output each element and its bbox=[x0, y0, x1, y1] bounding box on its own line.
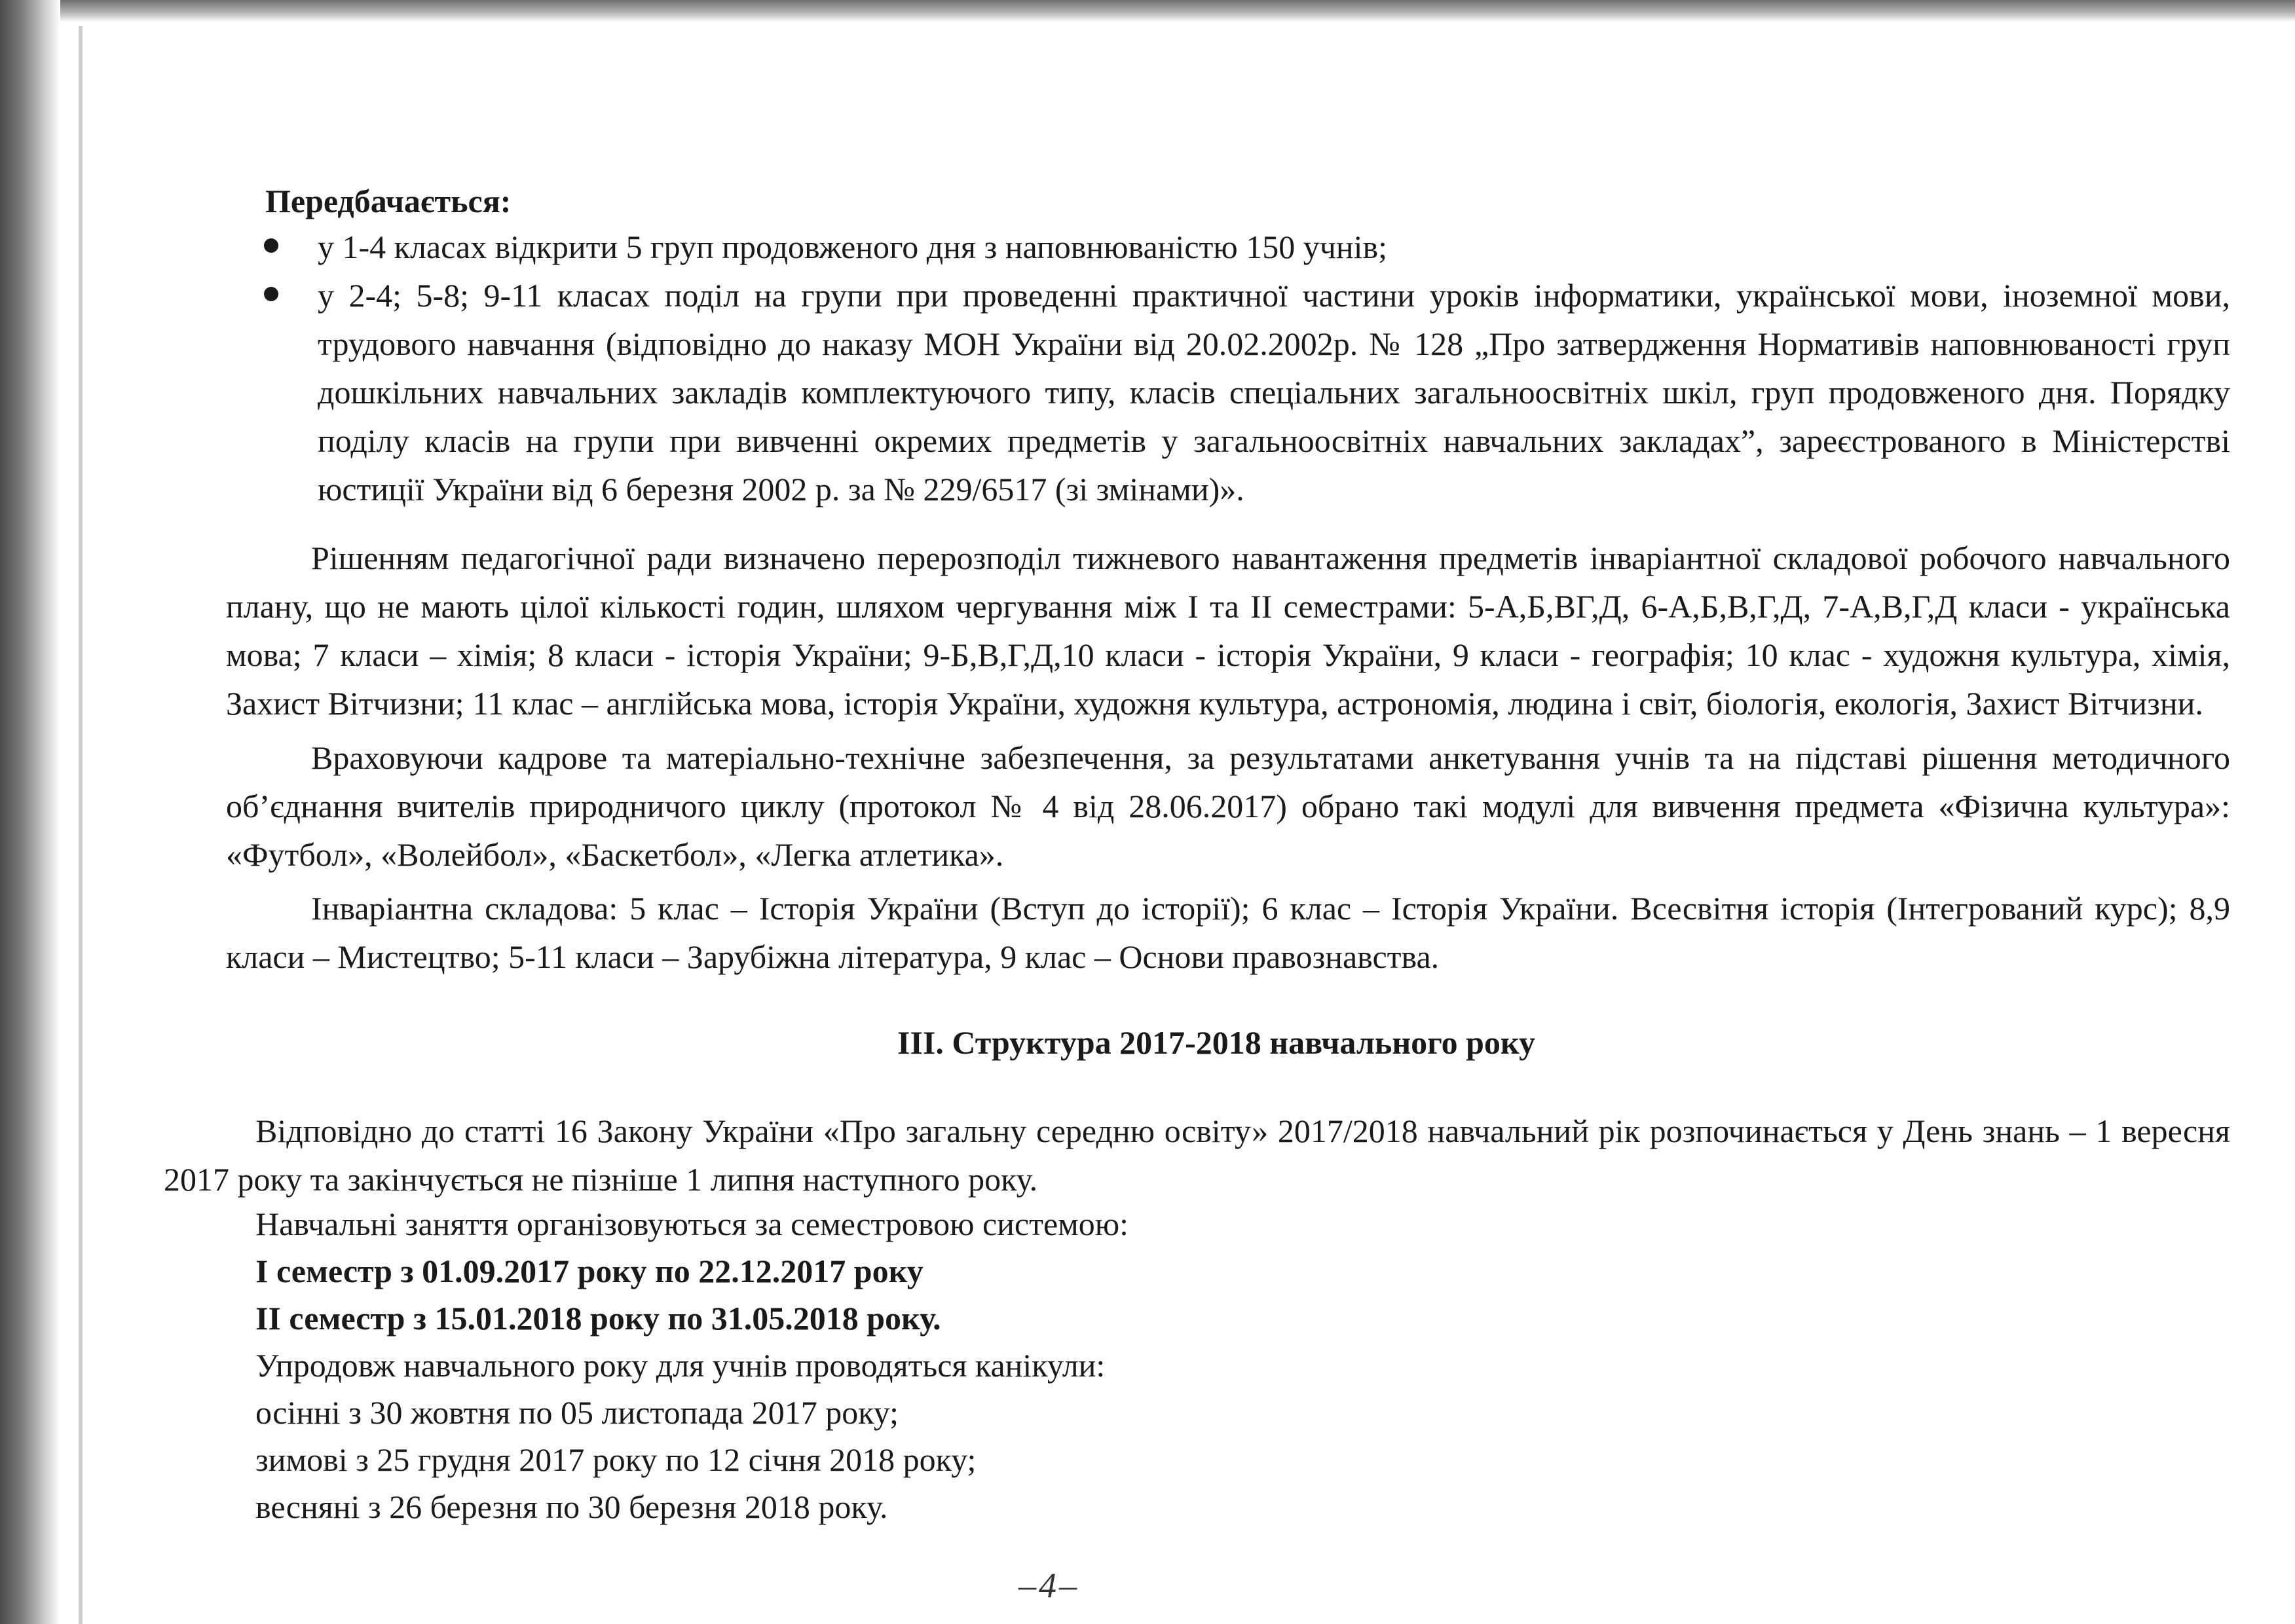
section-intro: Відповідно до статті 16 Закону України «Про загальну середню освіту» 2017/2018 навчальний рік розпочинається у День знань – 1 вересня 2017 року та закінчується не пізніше 1 липня наступного року. bbox=[164, 1113, 2230, 1198]
bullet-list bbox=[259, 223, 2230, 513]
bullet-dot-icon bbox=[264, 287, 278, 301]
semester-1-line: I семестр з 01.09.2017 року по 22.12.2017 року bbox=[255, 1253, 924, 1289]
winter-holidays-line: зимові з 25 грудня 2017 року по 12 січня 2018 року; bbox=[255, 1441, 977, 1478]
page-number: –4– bbox=[1018, 1566, 1079, 1605]
list-item bbox=[259, 223, 2230, 271]
semester-2-line: II семестр з 15.01.2018 року по 31.05.2018 року. bbox=[255, 1300, 941, 1337]
autumn-holidays-line: осінні з 30 жовтня по 05 листопада 2017 року; bbox=[255, 1394, 899, 1431]
intro-heading: Передбачається: bbox=[265, 183, 512, 219]
bullet-text: у 2-4; 5-8; 9-11 класах поділ на групи при проведенні практичної частини уроків інформатики, української мови, іноземної мови, трудового навчання (відповідно до наказу МОН України від 20.02.2002р. № 128 „Про затвердження Нормативів наповнюваності груп дошкільних навчальних закладів комплектуючого типу, класів спеціальних загальноосвітніх шкіл, груп продовженого дня. Порядку поділу класів на групи при вивченні окремих предметів у загальноосвітніх навчальних закладах”, зареєстрованого в Міністерстві юстиції України від 6 березня 2002 р. за № 229/6517 (зі змінами)». bbox=[318, 277, 2230, 507]
semester-system-line: Навчальні заняття організовуються за семестровою системою: bbox=[255, 1206, 1129, 1242]
list-item bbox=[259, 271, 2230, 513]
bullet-dot-icon bbox=[264, 238, 278, 253]
section-title: III. Структура 2017-2018 навчального року bbox=[897, 1024, 1536, 1061]
bullet-text: у 1-4 класах відкрити 5 груп продовженого дня з наповнюваністю 150 учнів; bbox=[318, 229, 1388, 265]
paragraph-redistribution: Рішенням педагогічної ради визначено перерозподіл тижневого навантаження предметів інваріантної складової робочого навчального плану, що не мають цілої кількості годин, шляхом чергування між I та II семестрами: 5-А,Б,ВГ,Д, 6-А,Б,В,Г,Д, 7-А,В,Г,Д класи - українська мова; 7 класи – хімія; 8 класи - історія України; 9-Б,В,Г,Д,10 класи - історія України, 9 класи - географія; 10 клас - художня культура, хімія, Захист Вітчизни; 11 клас – англійська мова, історія України, художня культура, астрономія, людина і світ, біологія, екологія, Захист Вітчизни. bbox=[226, 540, 2230, 722]
holidays-line: Упродовж навчального року для учнів проводяться канікули: bbox=[255, 1347, 1106, 1384]
paragraph-modules: Враховуючи кадрове та матеріально-технічне забезпечення, за результатами анкетування учнів та на підставі рішення методичного об’єднання вчителів природничого циклу (протокол № 4 від 28.06.2017) обрано такі модулі для вивчення предмета «Фізична культура»: «Футбол», «Волейбол», «Баскетбол», «Легка атлетика». bbox=[226, 739, 2230, 873]
spring-holidays-line: весняні з 26 березня по 30 березня 2018 року. bbox=[255, 1488, 888, 1525]
paragraph-invariant: Інваріантна складова: 5 клас – Історія України (Вступ до історії); 6 клас – Історія України. Всесвітня історія (Інтегрований курс); 8,9 класи – Мистецтво; 5-11 класи – Зарубіжна література, 9 клас – Основи правознавства. bbox=[226, 890, 2230, 975]
